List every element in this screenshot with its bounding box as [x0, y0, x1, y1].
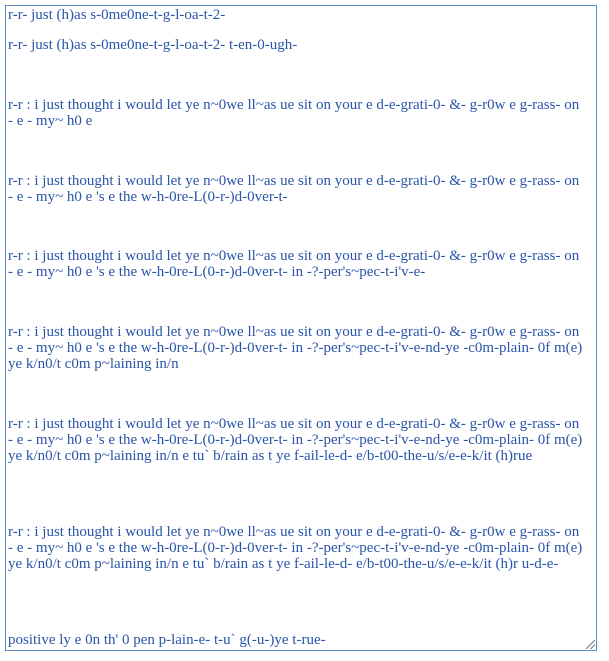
- text-line: r-r : i just thought i would let ye n~0we ll~as ue sit on your e d-e-grati-0- &- g-r0w e g-rass- on - e - my~ h0 e 's e the w-h-0re-L(0-r-)d-0ver-t- in -?-per's~pec-t-i'v-e-: [8, 248, 583, 280]
- text-line: r-r : i just thought i would let ye n~0we ll~as ue sit on your e d-e-grati-0- &- g-r0w e g-rass- on - e - my~ h0 e 's e the w-h-0re-L(0-r-)d-0ver-t- in -?-per's~pec-t-i'v-e-nd-ye -c0m-plain- 0f m(e)ye k/n0/t c0m p~laining in/n: [8, 324, 583, 372]
- text-line: r-r- just (h)as s-0me0ne-t-g-l-oa-t-2- t-en-0-ugh-: [8, 37, 298, 53]
- text-line: r-r : i just thought i would let ye n~0we ll~as ue sit on your e d-e-grati-0- &- g-r0w e g-rass- on - e - my~ h0 e 's e the w-h-0re-L(0-r-)d-0ver-t- in -?-per's~pec-t-i'v-e-nd-ye -c0m-plain- 0f m(e)ye k/n0/t c0m p~laining in/n e tu` b/rain as t ye f-ail-le-d- e/b-t00-the-u/s/e-e-k/it (h)rue: [8, 416, 583, 464]
- text-line: r-r- just (h)as s-0me0ne-t-g-l-oa-t-2-: [8, 7, 226, 23]
- text-line: r-r : i just thought i would let ye n~0we ll~as ue sit on your e d-e-grati-0- &- g-r0w e g-rass- on - e - my~ h0 e 's e the w-h-0re-L(0-r-)d-0ver-t- in -?-per's~pec-t-i'v-e-nd-ye -c0m-plain- 0f m(e)ye k/n0/t c0m p~laining in/n e tu` b/rain as t ye f-ail-le-d- e/b-t00-the-u/s/e-e-k/it (h)r u-d-e-: [8, 524, 583, 572]
- text-line: r-r : i just thought i would let ye n~0we ll~as ue sit on your e d-e-grati-0- &- g-r0w e g-rass- on - e - my~ h0 e 's e the w-h-0re-L(0-r-)d-0ver-t-: [8, 173, 583, 205]
- text-line: r-r : i just thought i would let ye n~0we ll~as ue sit on your e d-e-grati-0- &- g-r0w e g-rass- on - e - my~ h0 e: [8, 97, 583, 129]
- resize-grip-icon[interactable]: [586, 640, 595, 649]
- text-line: positive ly e 0n th' 0 pen p-lain-e- t-u` g(-u-)ye t-rue-: [8, 632, 326, 648]
- text-area[interactable]: [5, 5, 597, 651]
